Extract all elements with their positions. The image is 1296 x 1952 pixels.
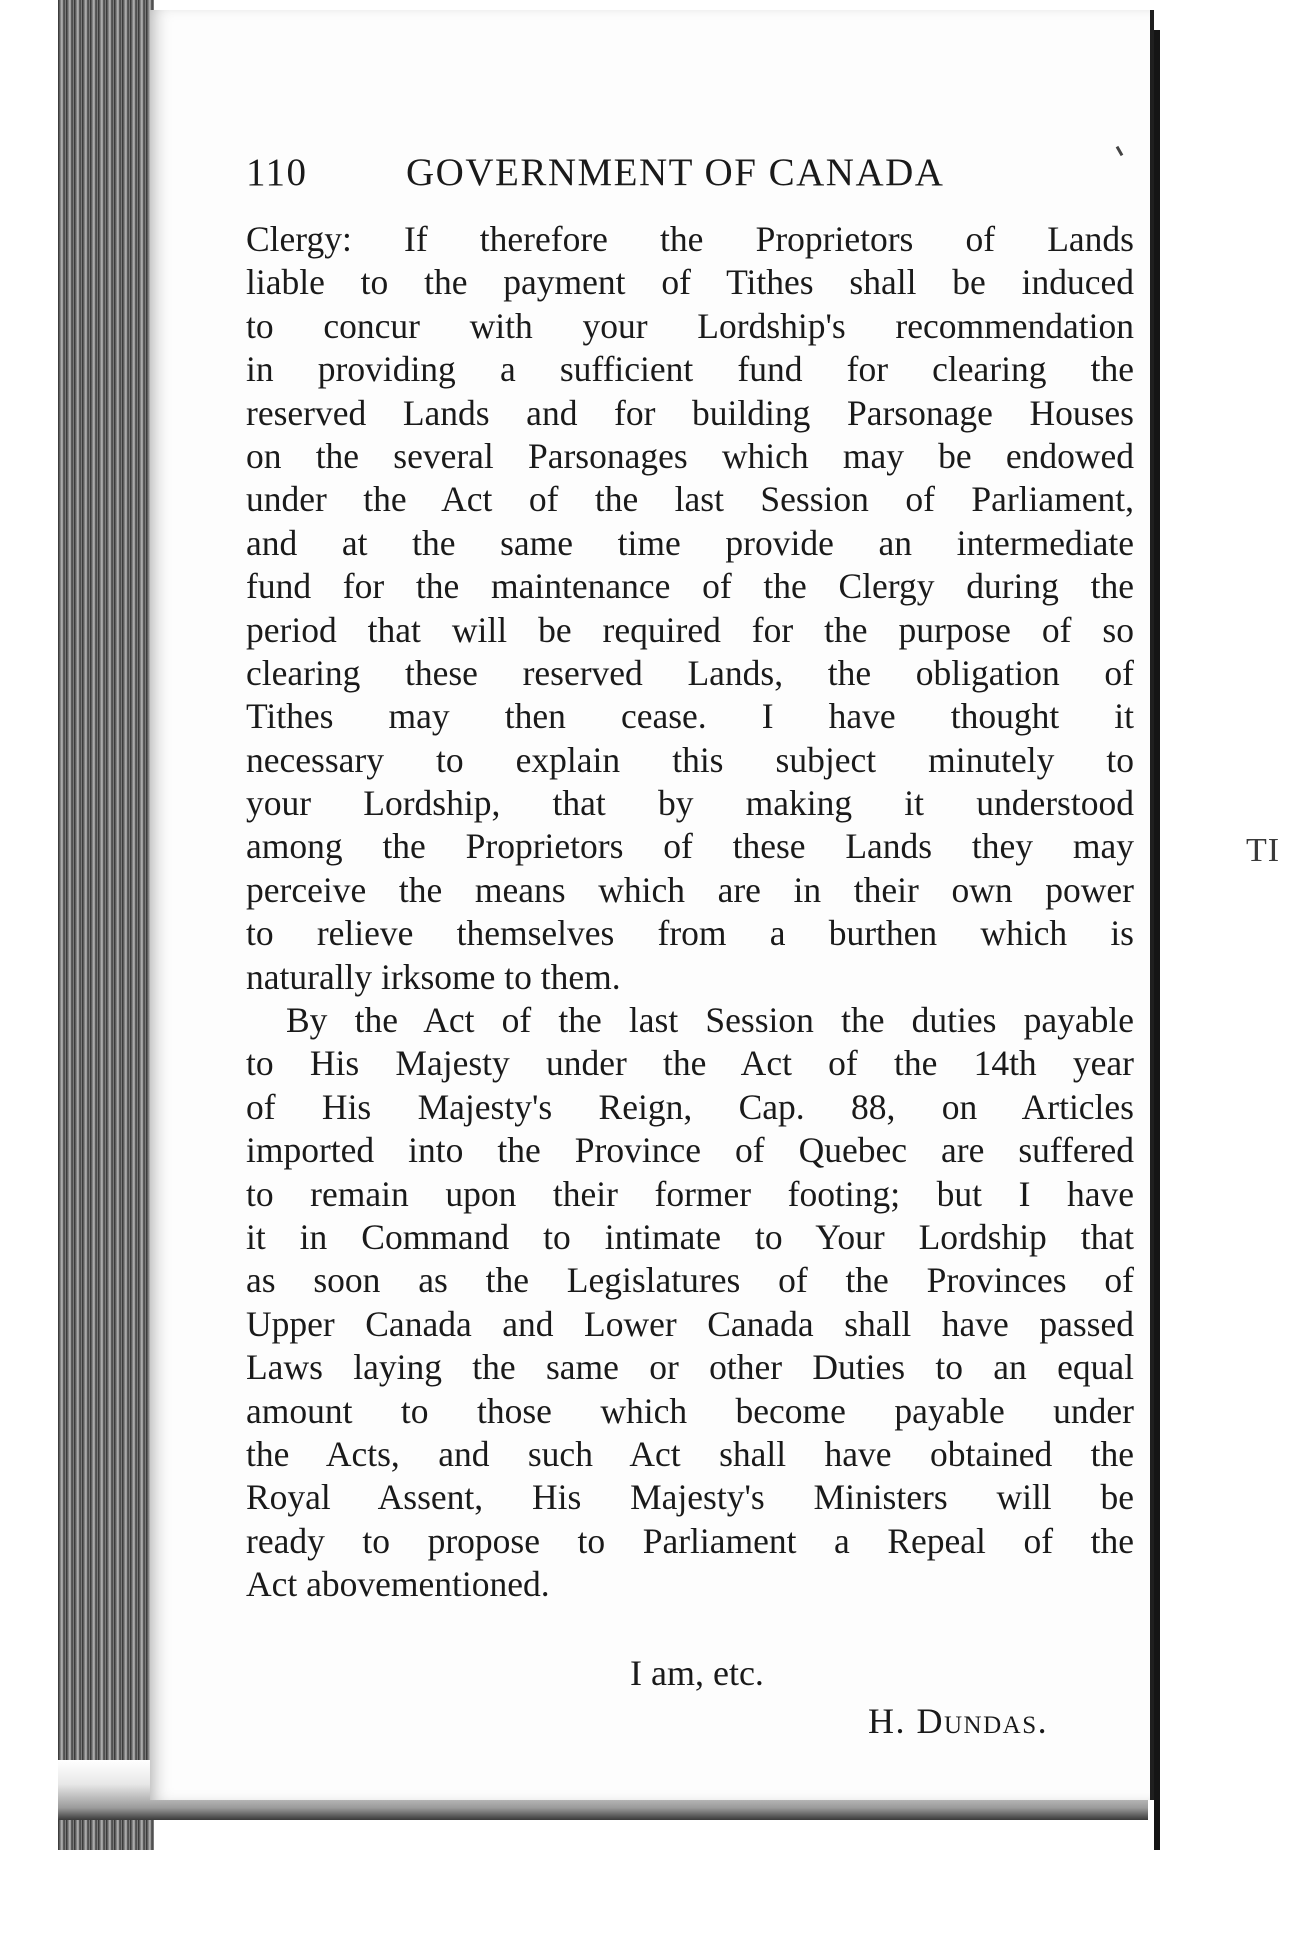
text-line: of His Majesty's Reign, Cap. 88, on Articles (246, 1086, 1134, 1127)
text-line: necessary to explain this subject minutely to (246, 739, 1134, 780)
text-line: clearing these reserved Lands, the obligation of (246, 652, 1134, 693)
text-line: Royal Assent, His Majesty's Ministers will be (246, 1477, 1134, 1518)
running-head-title: GOVERNMENT OF CANADA (406, 151, 945, 194)
body-text (246, 218, 1134, 1607)
page-number: 110 (246, 151, 308, 194)
text-line: your Lordship, that by making it understood (246, 783, 1134, 824)
text-line: under the Act of the last Session of Parliament, (246, 479, 1134, 520)
text-line: period that will be required for the purpose of so (246, 609, 1134, 650)
text-line: in providing a sufficient fund for clearing the (246, 349, 1134, 390)
text-line: imported into the Province of Quebec are suffered (246, 1130, 1134, 1171)
letter-closing: I am, etc. (630, 1653, 764, 1693)
text-line: to remain upon their former footing; but I have (246, 1173, 1134, 1214)
text-line: to His Majesty under the Act of the 14th year (246, 1043, 1134, 1084)
text-line: Upper Canada and Lower Canada shall have passed (246, 1303, 1134, 1344)
text-line: perceive the means which are in their own power (246, 869, 1134, 910)
text-line: among the Proprietors of these Lands they may (246, 826, 1134, 867)
text-line: it in Command to intimate to Your Lordship that (246, 1216, 1134, 1257)
text-line: Laws laying the same or other Duties to an equal (246, 1347, 1134, 1388)
facing-page-text-fragment: TI (1246, 832, 1281, 869)
paragraph-start-line: By the Act of the last Session the duties payable (286, 1000, 1134, 1041)
facing-page (1160, 30, 1296, 1850)
running-head (246, 150, 1146, 195)
text-line: liable to the payment of Tithes shall be induced (246, 262, 1134, 303)
book-page-edges (58, 0, 154, 1850)
letter-signature: H. Dundas. (868, 1701, 1049, 1741)
text-line: and at the same time provide an intermediate (246, 522, 1134, 563)
text-line: to concur with your Lordship's recommendation (246, 305, 1134, 346)
text-line: to relieve themselves from a burthen which is (246, 913, 1134, 954)
text-line: reserved Lands and for building Parsonage Houses (246, 392, 1134, 433)
text-line: amount to those which become payable under (246, 1390, 1134, 1431)
text-line: ready to propose to Parliament a Repeal of the (246, 1520, 1134, 1561)
text-line: fund for the maintenance of the Clergy during the (246, 566, 1134, 607)
text-line: Clergy: If therefore the Proprietors of Lands (246, 219, 1134, 259)
paragraph-end-line: Act abovementioned. (246, 1564, 550, 1605)
text-line: the Acts, and such Act shall have obtained the (246, 1433, 1134, 1474)
text-line: as soon as the Legislatures of the Provinces of (246, 1260, 1134, 1301)
paragraph-end-line: naturally irksome to them. (246, 956, 621, 997)
text-line: Tithes may then cease. I have thought it (246, 696, 1134, 737)
text-line: on the several Parsonages which may be endowed (246, 435, 1134, 476)
